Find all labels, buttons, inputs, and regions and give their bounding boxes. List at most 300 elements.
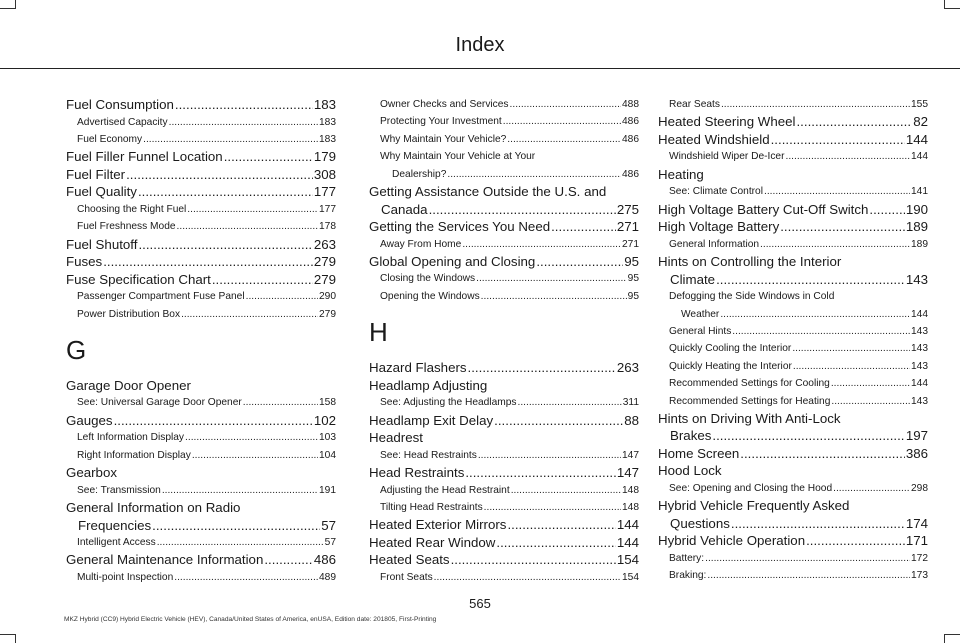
index-subentry	[66, 306, 336, 323]
entry-term: Quickly Cooling the Interior	[669, 343, 792, 355]
entry-page-number: 102	[313, 412, 336, 428]
entry-term: Fuel Quality	[66, 184, 137, 200]
entry-page-number: 298	[911, 482, 928, 494]
entry-term: Fuse Specification Chart	[66, 271, 211, 287]
index-subentry	[66, 534, 336, 551]
entry-term: Tilting Head Restraints	[380, 501, 483, 513]
entry-term: Closing the Windows	[380, 273, 476, 285]
index-subentry	[369, 113, 639, 130]
index-subentry	[658, 236, 928, 253]
entry-page-number: 104	[319, 449, 336, 461]
index-entry	[369, 377, 639, 395]
index-subentry	[369, 447, 639, 464]
entry-term: Hints on Driving With Anti-Lock	[658, 410, 841, 426]
dot-leader	[429, 201, 616, 219]
entry-term: Fuel Freshness Mode	[77, 221, 176, 233]
dot-leader	[705, 550, 910, 567]
entry-page-number: 147	[622, 449, 639, 461]
entry-term: Head Restraints	[369, 465, 465, 481]
index-subentry	[658, 358, 928, 375]
entry-page-number: 488	[622, 99, 639, 110]
index-entry	[66, 148, 336, 166]
index-subentry	[369, 96, 639, 113]
entry-term: Choosing the Right Fuel	[77, 203, 187, 215]
entry-term: General Maintenance Information	[66, 552, 264, 568]
entry-term: Adjusting the Head Restraint	[380, 484, 510, 496]
entry-page-number: 179	[313, 149, 336, 165]
crop-mark	[944, 634, 960, 635]
entry-term: Weather	[681, 308, 720, 320]
index-entry	[66, 236, 336, 254]
entry-page-number: 143	[905, 271, 928, 287]
entry-page-number: 144	[616, 534, 639, 550]
entry-term: Getting the Services You Need	[369, 219, 551, 235]
dot-leader	[169, 114, 318, 131]
dot-leader	[806, 532, 905, 550]
entry-page-number: 171	[905, 533, 928, 549]
index-subentry	[66, 218, 336, 235]
entry-term: Heated Steering Wheel	[658, 114, 796, 130]
dot-leader	[796, 113, 912, 131]
entry-term: Brakes	[670, 428, 712, 444]
entry-page-number: 88	[624, 412, 639, 428]
dot-leader	[447, 166, 621, 183]
index-entry	[66, 499, 336, 517]
index-column-3	[658, 96, 928, 585]
entry-term: Hazard Flashers	[369, 360, 467, 376]
dot-leader	[174, 569, 318, 586]
entry-page-number: 308	[313, 166, 336, 182]
index-entry	[658, 427, 928, 445]
entry-term: Climate	[670, 271, 716, 287]
entry-page-number: 155	[911, 99, 928, 110]
index-subentry	[369, 288, 639, 305]
index-entry	[658, 462, 928, 480]
dot-leader	[712, 427, 904, 445]
index-subentry	[369, 131, 639, 148]
dot-leader	[434, 569, 621, 586]
index-subentry	[658, 340, 928, 357]
index-subentry	[369, 148, 639, 165]
entry-term: Hood Lock	[658, 463, 722, 479]
index-entry	[658, 515, 928, 533]
entry-page-number: 154	[622, 571, 639, 583]
entry-term: Braking:	[669, 570, 707, 582]
entry-page-number: 158	[319, 397, 336, 409]
entry-page-number: 189	[911, 238, 928, 250]
entry-page-number: 173	[911, 570, 928, 582]
index-subentry	[658, 148, 928, 165]
entry-page-number: 489	[319, 571, 336, 583]
entry-term: High Voltage Battery	[658, 219, 780, 235]
section-letter: G	[66, 334, 87, 365]
dot-leader	[833, 480, 910, 497]
entry-term: Hybrid Vehicle Frequently Asked	[658, 498, 850, 514]
index-subentry	[658, 288, 928, 305]
entry-term: See: Climate Control	[669, 186, 763, 198]
index-entry	[66, 464, 336, 482]
dot-leader	[792, 340, 910, 357]
entry-page-number: 144	[911, 308, 928, 320]
dot-leader	[551, 218, 616, 236]
index-subentry	[658, 393, 928, 410]
entry-page-number: 263	[313, 236, 336, 252]
index-entry	[66, 166, 336, 184]
index-subentry	[369, 569, 639, 586]
index-subentry	[658, 306, 928, 323]
index-subentry	[658, 480, 928, 497]
entry-page-number: 183	[319, 116, 336, 128]
entry-term: Why Maintain Your Vehicle at Your	[380, 151, 536, 163]
entry-page-number: 95	[624, 253, 639, 269]
index-subentry	[658, 96, 928, 113]
index-entry	[658, 445, 928, 463]
dot-leader	[731, 515, 905, 533]
crop-mark	[944, 0, 945, 9]
entry-page-number: 178	[319, 221, 336, 233]
entry-page-number: 290	[319, 291, 336, 303]
dot-leader	[224, 148, 313, 166]
dot-leader	[185, 429, 318, 446]
index-subentry	[369, 166, 639, 183]
page-number: 565	[469, 596, 491, 611]
entry-page-number: 279	[313, 271, 336, 287]
index-subentry	[658, 567, 928, 584]
index-entry	[369, 429, 639, 447]
dot-leader	[468, 359, 616, 377]
entry-term: See: Adjusting the Headlamps	[380, 397, 517, 409]
index-subentry	[369, 499, 639, 516]
dot-leader	[264, 551, 312, 569]
entry-page-number: 148	[622, 501, 639, 513]
entry-term: General Hints	[669, 325, 732, 337]
entry-page-number: 486	[622, 133, 639, 145]
dot-leader	[732, 323, 910, 340]
entry-term: See: Head Restraints	[380, 449, 477, 461]
dot-leader	[181, 306, 318, 323]
entry-term: Advertised Capacity	[77, 116, 168, 128]
index-entry	[369, 218, 639, 236]
entry-page-number: 271	[622, 238, 639, 250]
entry-term: Away From Home	[380, 238, 462, 250]
index-entry	[658, 218, 928, 236]
index-entry	[658, 113, 928, 131]
crop-mark	[0, 634, 16, 635]
entry-page-number: 271	[616, 219, 639, 235]
entry-term: See: Universal Garage Door Opener	[77, 397, 242, 409]
index-subentry	[369, 482, 639, 499]
index-entry	[66, 517, 336, 535]
index-entry	[66, 412, 336, 430]
dot-leader	[478, 447, 621, 464]
dot-leader	[760, 236, 910, 253]
index-subentry	[66, 394, 336, 411]
index-entry	[369, 183, 639, 201]
dot-leader	[507, 131, 621, 148]
index-subentry	[66, 288, 336, 305]
dot-leader	[243, 394, 318, 411]
entry-term: Why Maintain Your Vehicle?	[380, 133, 507, 145]
crop-mark	[15, 0, 16, 9]
footer-edition-text: MKZ Hybrid (CC9) Hybrid Electric Vehicle (HEV), Canada/United States of America, enUSA, Edition date: 201805, First-Printing	[64, 616, 437, 623]
entry-page-number: 143	[911, 325, 928, 337]
index-entry	[369, 551, 639, 569]
dot-leader	[771, 131, 905, 149]
entry-page-number: 177	[319, 203, 336, 215]
dot-leader	[721, 96, 910, 113]
index-subentry	[658, 323, 928, 340]
index-entry	[658, 131, 928, 149]
entry-term: Multi-point Inspection	[77, 571, 174, 583]
entry-page-number: 95	[627, 273, 639, 285]
dot-leader	[465, 464, 615, 482]
dot-leader	[157, 534, 324, 551]
dot-leader	[716, 271, 905, 289]
index-entry	[66, 183, 336, 201]
entry-term: Global Opening and Closing	[369, 253, 536, 269]
entry-page-number: 190	[905, 201, 928, 217]
entry-page-number: 275	[616, 201, 639, 217]
index-entry	[369, 534, 639, 552]
index-entry	[66, 253, 336, 271]
entry-page-number: 386	[905, 445, 928, 461]
dot-leader	[511, 482, 621, 499]
entry-page-number: 103	[319, 432, 336, 444]
entry-page-number: 279	[313, 254, 336, 270]
entry-term: See: Opening and Closing the Hood	[669, 482, 833, 494]
entry-term: Heated Windshield	[658, 131, 770, 147]
index-subentry	[66, 114, 336, 131]
entry-term: Questions	[670, 515, 730, 531]
entry-page-number: 189	[905, 219, 928, 235]
index-entry	[658, 253, 928, 271]
index-subentry	[369, 394, 639, 411]
dot-leader	[114, 412, 313, 430]
entry-term: Rear Seats	[669, 99, 720, 110]
entry-term: Power Distribution Box	[77, 308, 181, 320]
entry-term: Fuel Consumption	[66, 97, 174, 112]
dot-leader	[103, 253, 313, 271]
index-entry	[658, 166, 928, 184]
entry-page-number: 57	[321, 517, 336, 533]
entry-term: Heated Seats	[369, 552, 450, 568]
section-letter: H	[369, 317, 388, 348]
entry-page-number: 191	[319, 484, 336, 496]
dot-leader	[831, 375, 910, 392]
crop-mark	[944, 634, 945, 643]
dot-leader	[481, 288, 627, 305]
dot-leader	[518, 394, 622, 411]
index-subentry	[66, 569, 336, 586]
entry-page-number: 486	[622, 168, 639, 180]
index-entry	[369, 359, 639, 377]
dot-leader	[484, 499, 621, 516]
entry-page-number: 183	[313, 97, 336, 112]
entry-term: Getting Assistance Outside the U.S. and	[369, 184, 607, 200]
entry-term: Right Information Display	[77, 449, 191, 461]
entry-page-number: 486	[313, 552, 336, 568]
entry-term: Fuses	[66, 254, 103, 270]
dot-leader	[510, 96, 621, 113]
index-subentry	[66, 482, 336, 499]
dot-leader	[138, 236, 312, 254]
entry-term: Defogging the Side Windows in Cold	[669, 291, 835, 303]
dot-leader	[764, 183, 910, 200]
dot-leader	[780, 218, 905, 236]
entry-term: Protecting Your Investment	[380, 116, 502, 128]
index-subentry	[658, 550, 928, 567]
index-entry	[369, 253, 639, 271]
entry-term: Headrest	[369, 430, 423, 446]
entry-term: Fuel Shutoff	[66, 236, 138, 252]
dot-leader	[177, 218, 318, 235]
crop-mark	[0, 8, 16, 9]
entry-term: Quickly Heating the Interior	[669, 360, 792, 372]
index-subentry	[66, 201, 336, 218]
index-entry	[369, 412, 639, 430]
entry-page-number: 148	[622, 484, 639, 496]
entry-page-number: 154	[616, 552, 639, 568]
entry-term: Home Screen	[658, 445, 740, 461]
entry-page-number: 144	[616, 517, 639, 533]
index-subentry	[66, 131, 336, 148]
dot-leader	[162, 482, 318, 499]
entry-term: Opening the Windows	[380, 290, 480, 302]
entry-term: Frequencies	[78, 517, 152, 533]
index-entry	[66, 377, 336, 395]
entry-term: Left Information Display	[77, 432, 185, 444]
entry-term: Recommended Settings for Cooling	[669, 378, 830, 390]
dot-leader	[507, 516, 615, 534]
index-column-1	[66, 96, 336, 586]
dot-leader	[212, 271, 313, 289]
dot-leader	[126, 166, 313, 184]
entry-page-number: 311	[622, 397, 639, 409]
dot-leader	[152, 517, 320, 535]
dot-leader	[793, 358, 910, 375]
entry-term: Fuel Economy	[77, 133, 143, 145]
crop-mark	[15, 634, 16, 643]
entry-term: Headlamp Adjusting	[369, 377, 488, 393]
entry-term: Recommended Settings for Heating	[669, 395, 831, 407]
entry-page-number: 144	[911, 378, 928, 390]
entry-page-number: 143	[911, 343, 928, 355]
dot-leader	[786, 148, 911, 165]
dot-leader	[246, 288, 318, 305]
entry-page-number: 172	[911, 552, 928, 564]
entry-term: Garage Door Opener	[66, 377, 191, 393]
entry-page-number: 174	[905, 515, 928, 531]
entry-page-number: 143	[911, 395, 928, 407]
dot-leader	[740, 445, 905, 463]
entry-term: Gauges	[66, 412, 113, 428]
dot-leader	[192, 447, 318, 464]
index-entry	[66, 271, 336, 289]
entry-term: Heating	[658, 166, 704, 182]
index-subentry	[369, 236, 639, 253]
index-subentry	[66, 447, 336, 464]
dot-leader	[503, 113, 621, 130]
dot-leader	[143, 131, 318, 148]
entry-term: Heated Rear Window	[369, 534, 496, 550]
entry-page-number: 57	[324, 537, 336, 549]
index-entry	[66, 96, 336, 114]
entry-term: Heated Exterior Mirrors	[369, 517, 507, 533]
index-entry	[369, 464, 639, 482]
dot-leader	[476, 270, 627, 287]
entry-term: Hybrid Vehicle Operation	[658, 533, 806, 549]
entry-term: High Voltage Battery Cut-Off Switch	[658, 201, 869, 217]
dot-leader	[536, 253, 623, 271]
index-entry	[658, 532, 928, 550]
entry-term: Owner Checks and Services	[380, 99, 509, 110]
dot-leader	[451, 551, 616, 569]
entry-term: General Information	[669, 238, 760, 250]
entry-page-number: 183	[319, 133, 336, 145]
entry-term: Hints on Controlling the Interior	[658, 254, 842, 270]
entry-term: Front Seats	[380, 571, 433, 583]
entry-page-number: 147	[616, 465, 639, 481]
entry-page-number: 141	[911, 186, 928, 198]
index-entry	[369, 201, 639, 219]
entry-term: Dealership?	[392, 168, 447, 180]
index-subentry	[658, 375, 928, 392]
index-entry	[658, 271, 928, 289]
entry-term: Windshield Wiper De-Icer	[669, 151, 785, 163]
entry-term: See: Transmission	[77, 484, 161, 496]
entry-page-number: 82	[913, 114, 928, 130]
entry-page-number: 144	[905, 131, 928, 147]
entry-page-number: 143	[911, 360, 928, 372]
entry-term: Fuel Filter	[66, 166, 126, 182]
index-entry	[369, 516, 639, 534]
index-column-2	[369, 96, 639, 586]
dot-leader	[187, 201, 318, 218]
entry-page-number: 197	[905, 428, 928, 444]
index-subentry	[658, 183, 928, 200]
dot-leader	[720, 306, 910, 323]
dot-leader	[496, 534, 615, 552]
crop-mark	[944, 8, 960, 9]
index-subentry	[369, 270, 639, 287]
dot-leader	[494, 412, 623, 430]
entry-term: Gearbox	[66, 465, 117, 481]
entry-page-number: 263	[616, 360, 639, 376]
dot-leader	[707, 567, 910, 584]
entry-page-number: 177	[313, 184, 336, 200]
entry-page-number: 486	[622, 116, 639, 128]
index-entry	[658, 497, 928, 515]
entry-term: Intelligent Access	[77, 537, 156, 549]
index-subentry	[66, 429, 336, 446]
dot-leader	[462, 236, 621, 253]
dot-leader	[831, 393, 910, 410]
entry-term: Fuel Filler Funnel Location	[66, 149, 223, 165]
index-entry	[658, 410, 928, 428]
index-entry	[658, 201, 928, 219]
entry-page-number: 95	[627, 290, 639, 302]
page-title: Index	[455, 34, 505, 56]
index-entry	[66, 551, 336, 569]
entry-page-number: 144	[911, 151, 928, 163]
entry-term: Battery:	[669, 552, 705, 564]
entry-term: Passenger Compartment Fuse Panel	[77, 291, 245, 303]
entry-term: Canada	[381, 201, 428, 217]
entry-term: General Information on Radio	[66, 500, 241, 516]
header-rule	[0, 68, 960, 69]
entry-term: Headlamp Exit Delay	[369, 412, 494, 428]
dot-leader	[869, 201, 904, 219]
